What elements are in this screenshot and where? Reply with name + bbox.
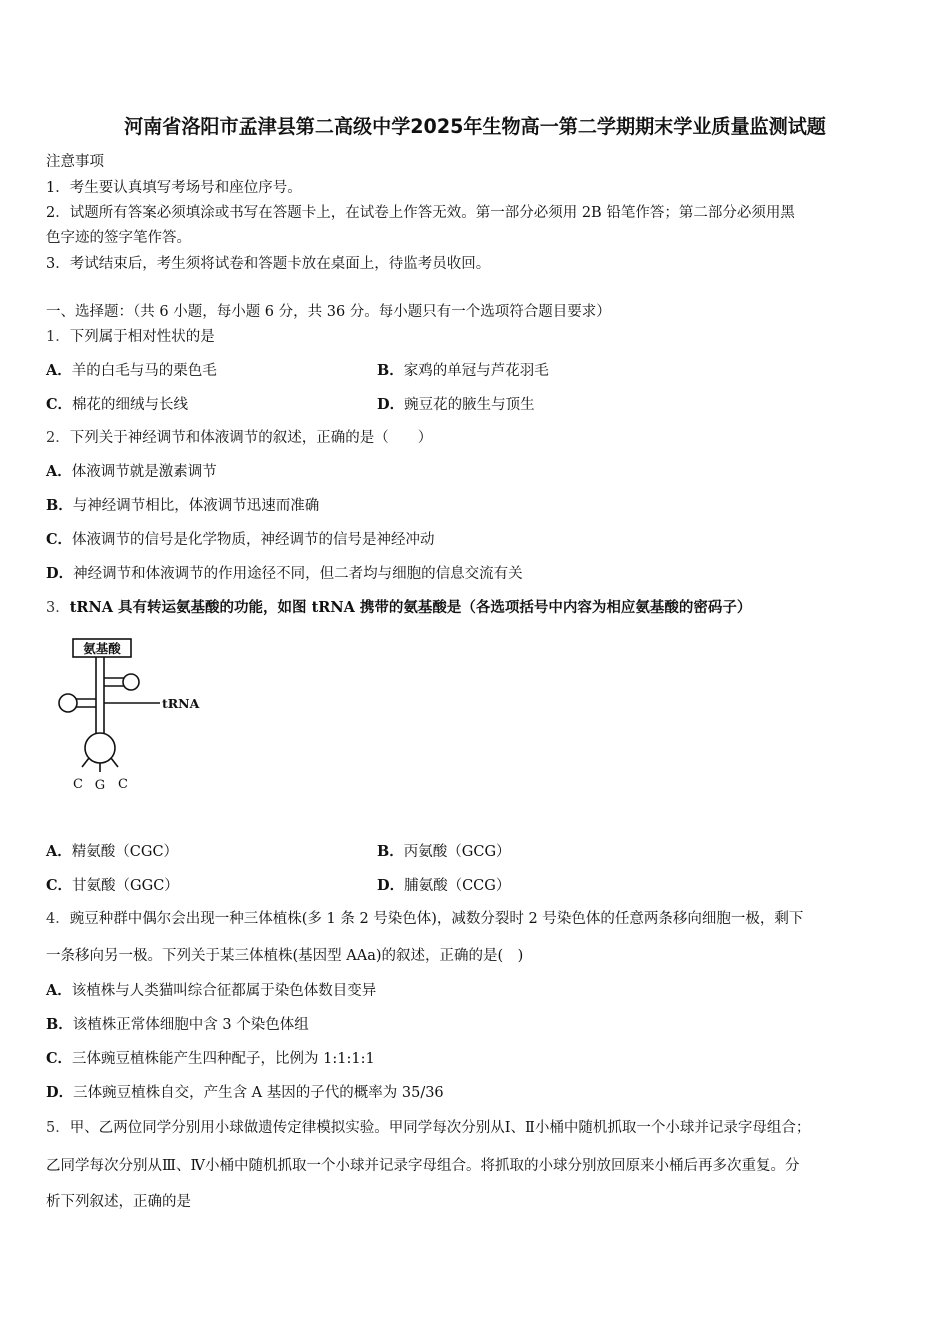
q4-option-d[interactable] [46, 1083, 444, 1103]
q2-option-b[interactable] [46, 496, 319, 516]
option-label: D． [377, 877, 405, 894]
q1-option-b[interactable] [377, 361, 549, 381]
notice-item: 3．考试结束后，考生须将试卷和答题卡放在桌面上，待监考员收回。 [46, 256, 491, 272]
option-label: A． [46, 463, 72, 480]
option-label: C． [46, 1050, 73, 1067]
question-number: 1． [46, 329, 70, 345]
d-loop [59, 694, 77, 712]
q4-option-a[interactable] [46, 981, 376, 1001]
q4-option-b[interactable] [46, 1015, 309, 1035]
option-text: 该植株正常体细胞中含 3 个染色体组 [72, 1017, 309, 1033]
notice-heading: 注意事项 [46, 154, 104, 170]
q1-option-c[interactable] [46, 395, 188, 415]
question-1-stem [46, 327, 215, 347]
q4-option-c[interactable] [46, 1049, 375, 1069]
trna-diagram [56, 636, 216, 796]
question-number: 2． [46, 430, 70, 446]
option-text: 体液调节的信号是化学物质，神经调节的信号是神经冲动 [72, 532, 435, 548]
option-label: D． [46, 1084, 74, 1101]
question-5-stem-cont: 乙同学每次分别从Ⅲ、Ⅳ小桶中随机抓取一个小球并记录字母组合。将抓取的小球分别放回原来小桶后再多次重复。分 [46, 1158, 800, 1174]
option-text: 羊的白毛与马的栗色毛 [71, 363, 217, 379]
question-5-stem-cont: 析下列叙述，正确的是 [46, 1194, 191, 1210]
option-label: B． [377, 362, 404, 379]
q3-option-b[interactable] [377, 842, 511, 862]
option-text: 该植株与人类猫叫综合征都属于染色体数目变异 [71, 983, 377, 999]
q1-option-d[interactable] [377, 395, 535, 415]
option-text: 三体豌豆植株能产生四种配子，比例为 1:1:1:1 [72, 1051, 375, 1067]
option-text: 脯氨酸（CCG） [404, 878, 511, 894]
amino-acid-label: 氨基酸 [83, 641, 121, 656]
notice-item: 色字迹的签字笔作答。 [46, 230, 191, 246]
notice-item: 1．考生要认真填写考场号和座位序号。 [46, 180, 302, 196]
question-2-stem [46, 428, 432, 448]
question-text: 下列关于神经调节和体液调节的叙述，正确的是（ ） [69, 430, 433, 446]
q3-option-a[interactable] [46, 842, 178, 862]
question-5-stem [46, 1118, 810, 1138]
question-number: 4． [46, 911, 70, 927]
option-text: 三体豌豆植株自交，产生含 A 基因的子代的概率为 35/36 [73, 1085, 444, 1101]
option-text: 体液调节就是激素调节 [71, 464, 217, 480]
question-number: 3． [46, 600, 70, 616]
question-4-stem-cont: 一条移向另一极。下列关于某三体植株(基因型 AAa)的叙述，正确的是( ) [46, 948, 524, 964]
option-text: 豌豆花的腋生与顶生 [404, 397, 535, 413]
q2-option-c[interactable] [46, 530, 435, 550]
option-text: 甘氨酸（GGC） [72, 878, 179, 894]
option-label: A． [46, 982, 72, 999]
question-number: 5． [46, 1120, 70, 1136]
anticodon-base: C [118, 777, 128, 792]
anticodon-base: G [94, 778, 106, 793]
question-4-stem [46, 909, 803, 929]
option-label: B． [46, 497, 73, 514]
option-text: 丙氨酸（GCG） [403, 844, 511, 860]
anticodon-base: C [73, 777, 83, 792]
option-label: A． [46, 362, 72, 379]
q3-option-c[interactable] [46, 876, 179, 896]
option-label: D． [46, 565, 74, 582]
option-label: C． [46, 396, 73, 413]
option-label: D． [377, 396, 405, 413]
question-text: tRNA 具有转运氨基酸的功能，如图 tRNA 携带的氨基酸是（各选项括号中内容为相应氨基酸的密码子） [69, 599, 752, 616]
notice-item: 2．试题所有答案必须填涂或书写在答题卡上，在试卷上作答无效。第一部分必须用 2B 铅笔作答；第二部分必须用黑 [46, 205, 795, 221]
q2-option-d[interactable] [46, 564, 523, 584]
option-text: 神经调节和体液调节的作用途径不同，但二者均与细胞的信息交流有关 [73, 566, 523, 582]
question-text: 甲、乙两位同学分别用小球做遗传定律模拟实验。甲同学每次分别从Ⅰ、Ⅱ小桶中随机抓取一个小球并记录字母组合； [69, 1120, 811, 1136]
q3-option-d[interactable] [377, 876, 510, 896]
q1-option-a[interactable] [46, 361, 217, 381]
question-text: 豌豆种群中偶尔会出现一种三体植株(多 1 条 2 号染色体)，减数分裂时 2 号染色体的任意两条移向细胞一极，剩下 [69, 911, 804, 927]
trna-label: tRNA [162, 696, 200, 711]
option-text: 精氨酸（CGC） [71, 844, 179, 860]
option-text: 家鸡的单冠与芦花羽毛 [403, 363, 549, 379]
option-label: C． [46, 877, 73, 894]
question-text: 下列属于相对性状的是 [69, 329, 215, 345]
t-loop [123, 674, 139, 690]
option-text: 棉花的细绒与长线 [72, 397, 189, 413]
q2-option-a[interactable] [46, 462, 217, 482]
question-3-stem [46, 598, 751, 618]
exam-title: 河南省洛阳市孟津县第二高级中学2025年生物高一第二学期期末学业质量监测试题 [124, 115, 826, 138]
option-label: C． [46, 531, 73, 548]
option-label: A． [46, 843, 72, 860]
option-label: B． [377, 843, 404, 860]
option-text: 与神经调节相比，体液调节迅速而准确 [72, 498, 320, 514]
option-label: B． [46, 1016, 73, 1033]
section-heading: 一、选择题：（共 6 小题，每小题 6 分，共 36 分。每小题只有一个选项符合题目要求） [46, 304, 611, 320]
